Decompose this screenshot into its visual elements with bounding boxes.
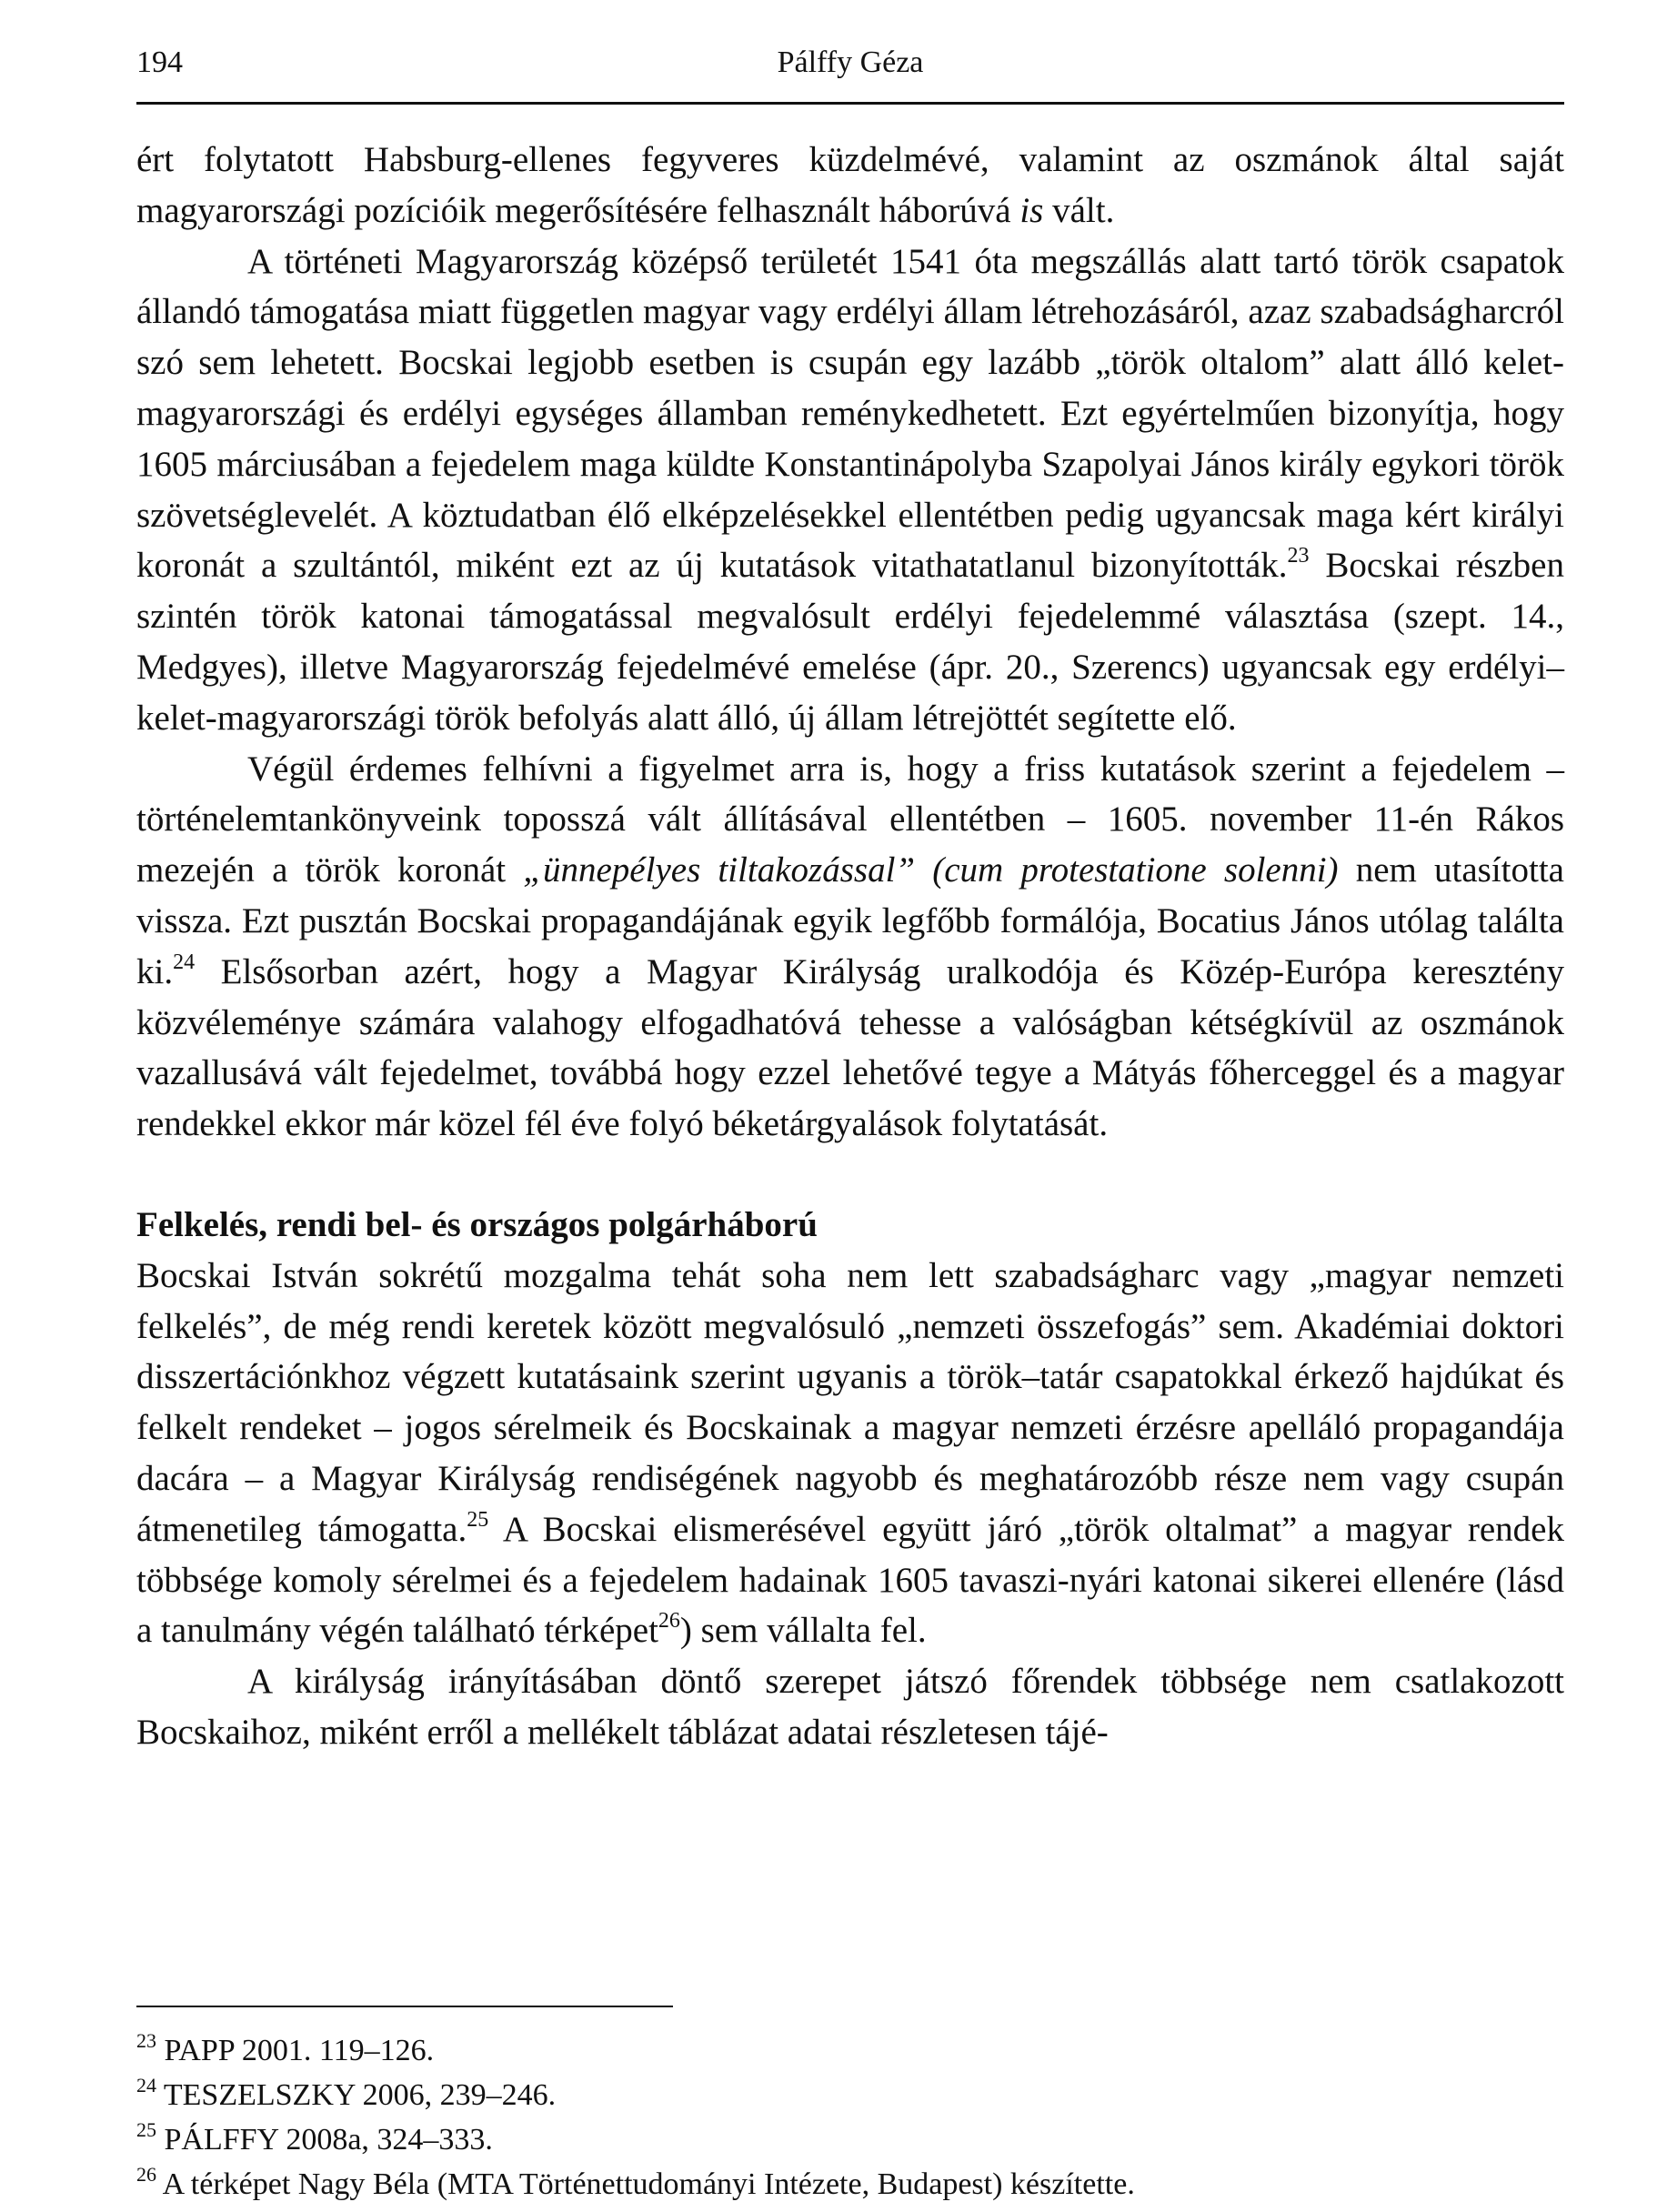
paragraph: ért folytatott Habsburg-ellenes fegyveres küzdelmévé, valamint az oszmánok által saját magyarországi pozícióik megerősítésére felhasznált háborúvá is vált.: [136, 140, 1564, 230]
footnote: $^{24}$ TESZELSZKY 2006, 239–246.: [136, 2074, 557, 2112]
running-head: Pálffy Géza: [777, 45, 924, 79]
header-rule: [136, 102, 1564, 105]
footnote-number: 24: [136, 2074, 156, 2096]
footnote-ref[interactable]: 26: [658, 1609, 680, 1634]
section-heading: Felkelés, rendi bel- és országos polgárháború: [136, 1204, 818, 1244]
footnote-number: 26: [136, 2163, 156, 2186]
footnote-rule: [136, 2006, 673, 2007]
footnotes: [136, 2028, 1564, 2207]
paragraph: A történeti Magyarország középső területét 1541 óta megszállás alatt tartó török csapatok állandó támogatása miatt független magyar vagy erdélyi állam létrehozásáról, azaz szabadságharcról szó sem lehetett. Bocskai legjobb esetben is csupán egy lazább „török oltalom” alatt álló kelet-magyarországi és erdélyi egységes államban reménykedhetett. Ezt egyértelműen bizonyítja, hogy 1605 márciusában a fejedelem maga küldte Konstantinápolyba Szapolyai János király egykori török szövetséglevelét. A köztudatban élő elképzelésekkel ellentétben pedig ugyancsak maga kért királyi koronát a szultántól, miként ezt az új kutatások vitathatatlanul bizonyították.$^{23}$ Bocskai részben szintén török katonai támogatással megvalósult erdélyi fejedelemmé választása (szept. 14., Medgyes), illetve Magyarország fejedelmévé emelése (ápr. 20., Szerencs) ugyancsak egy erdélyi–kelet-magyarországi török befolyás alatt álló, új állam létrejöttét segítette elő.: [136, 241, 1564, 738]
paragraph: A királyság irányításában döntő szerepet játszó főrendek többsége nem csatlakozott Bocskaihoz, miként erről a mellékelt táblázat adatai részletesen tájé-: [136, 1662, 1564, 1752]
body-text: [136, 135, 1564, 1758]
footnote: $^{26}$ A térképet Nagy Béla (MTA Történettudományi Intézete, Budapest) készítette.: [136, 2163, 1135, 2201]
footnote: $^{23}$ PAPP 2001. 119–126.: [136, 2029, 435, 2067]
footnote: $^{25}$ PÁLFFY 2008a, 324–333.: [136, 2118, 493, 2157]
footnote-number: 23: [136, 2029, 156, 2052]
footnote-ref[interactable]: 23: [1287, 544, 1310, 568]
footnote-number: 25: [136, 2118, 156, 2141]
footnote-ref[interactable]: 24: [173, 950, 196, 974]
footnote-ref[interactable]: 25: [467, 1507, 489, 1532]
page-number: 194: [136, 45, 183, 79]
page-header: [136, 45, 1564, 91]
paragraph: Bocskai István sokrétű mozgalma tehát soha nem lett szabadságharc vagy „magyar nemzeti felkelés”, de még rendi keretek között megvalósuló „nemzeti összefogás” sem. Akadémiai doktori disszertációnkhoz végzett kutatásaink szerint ugyanis a török–tatár csapatokkal érkező hajdúkat és felkelt rendeket – jogos sérelmeik és Bocskainak a magyar nemzeti érzésre apelláló propagandája dacára – a Magyar Királyság rendiségének nagyobb és meghatározóbb része nem vagy csupán átmenetileg támogatta.$^{25}$ A Bocskai elismerésével együtt járó „török oltalmat” a magyar rendek többsége komoly sérelmei és a fejedelem hadainak 1605 tavaszi-nyári katonai sikerei ellenére (lásd a tanulmány végén található térképet$^{26}$) sem vállalta fel.: [136, 1255, 1564, 1651]
paragraph: Végül érdemes felhívni a figyelmet arra is, hogy a friss kutatások szerint a fejedelem – történelemtankönyveink toposszá vált állításával ellentétben – 1605. november 11-én Rákos mezején a török koronát „ünnepélyes tiltakozással” (cum protestatione solenni) nem utasította vissza. Ezt pusztán Bocskai propagandájának egyik legfőbb formálója, Bocatius János utólag találta ki.$^{24}$ Elsősorban azért, hogy a Magyar Királyság uralkodója és Közép-Európa keresztény közvéleménye számára valahogy elfogadhatóvá tehesse a valóságban kétségkívül az oszmánok vazallusává vált fejedelmet, továbbá hogy ezzel lehetővé tegye a Mátyás főherceggel és a magyar rendekkel ekkor már közel fél éve folyó béketárgyalások folytatását.: [136, 749, 1564, 1144]
